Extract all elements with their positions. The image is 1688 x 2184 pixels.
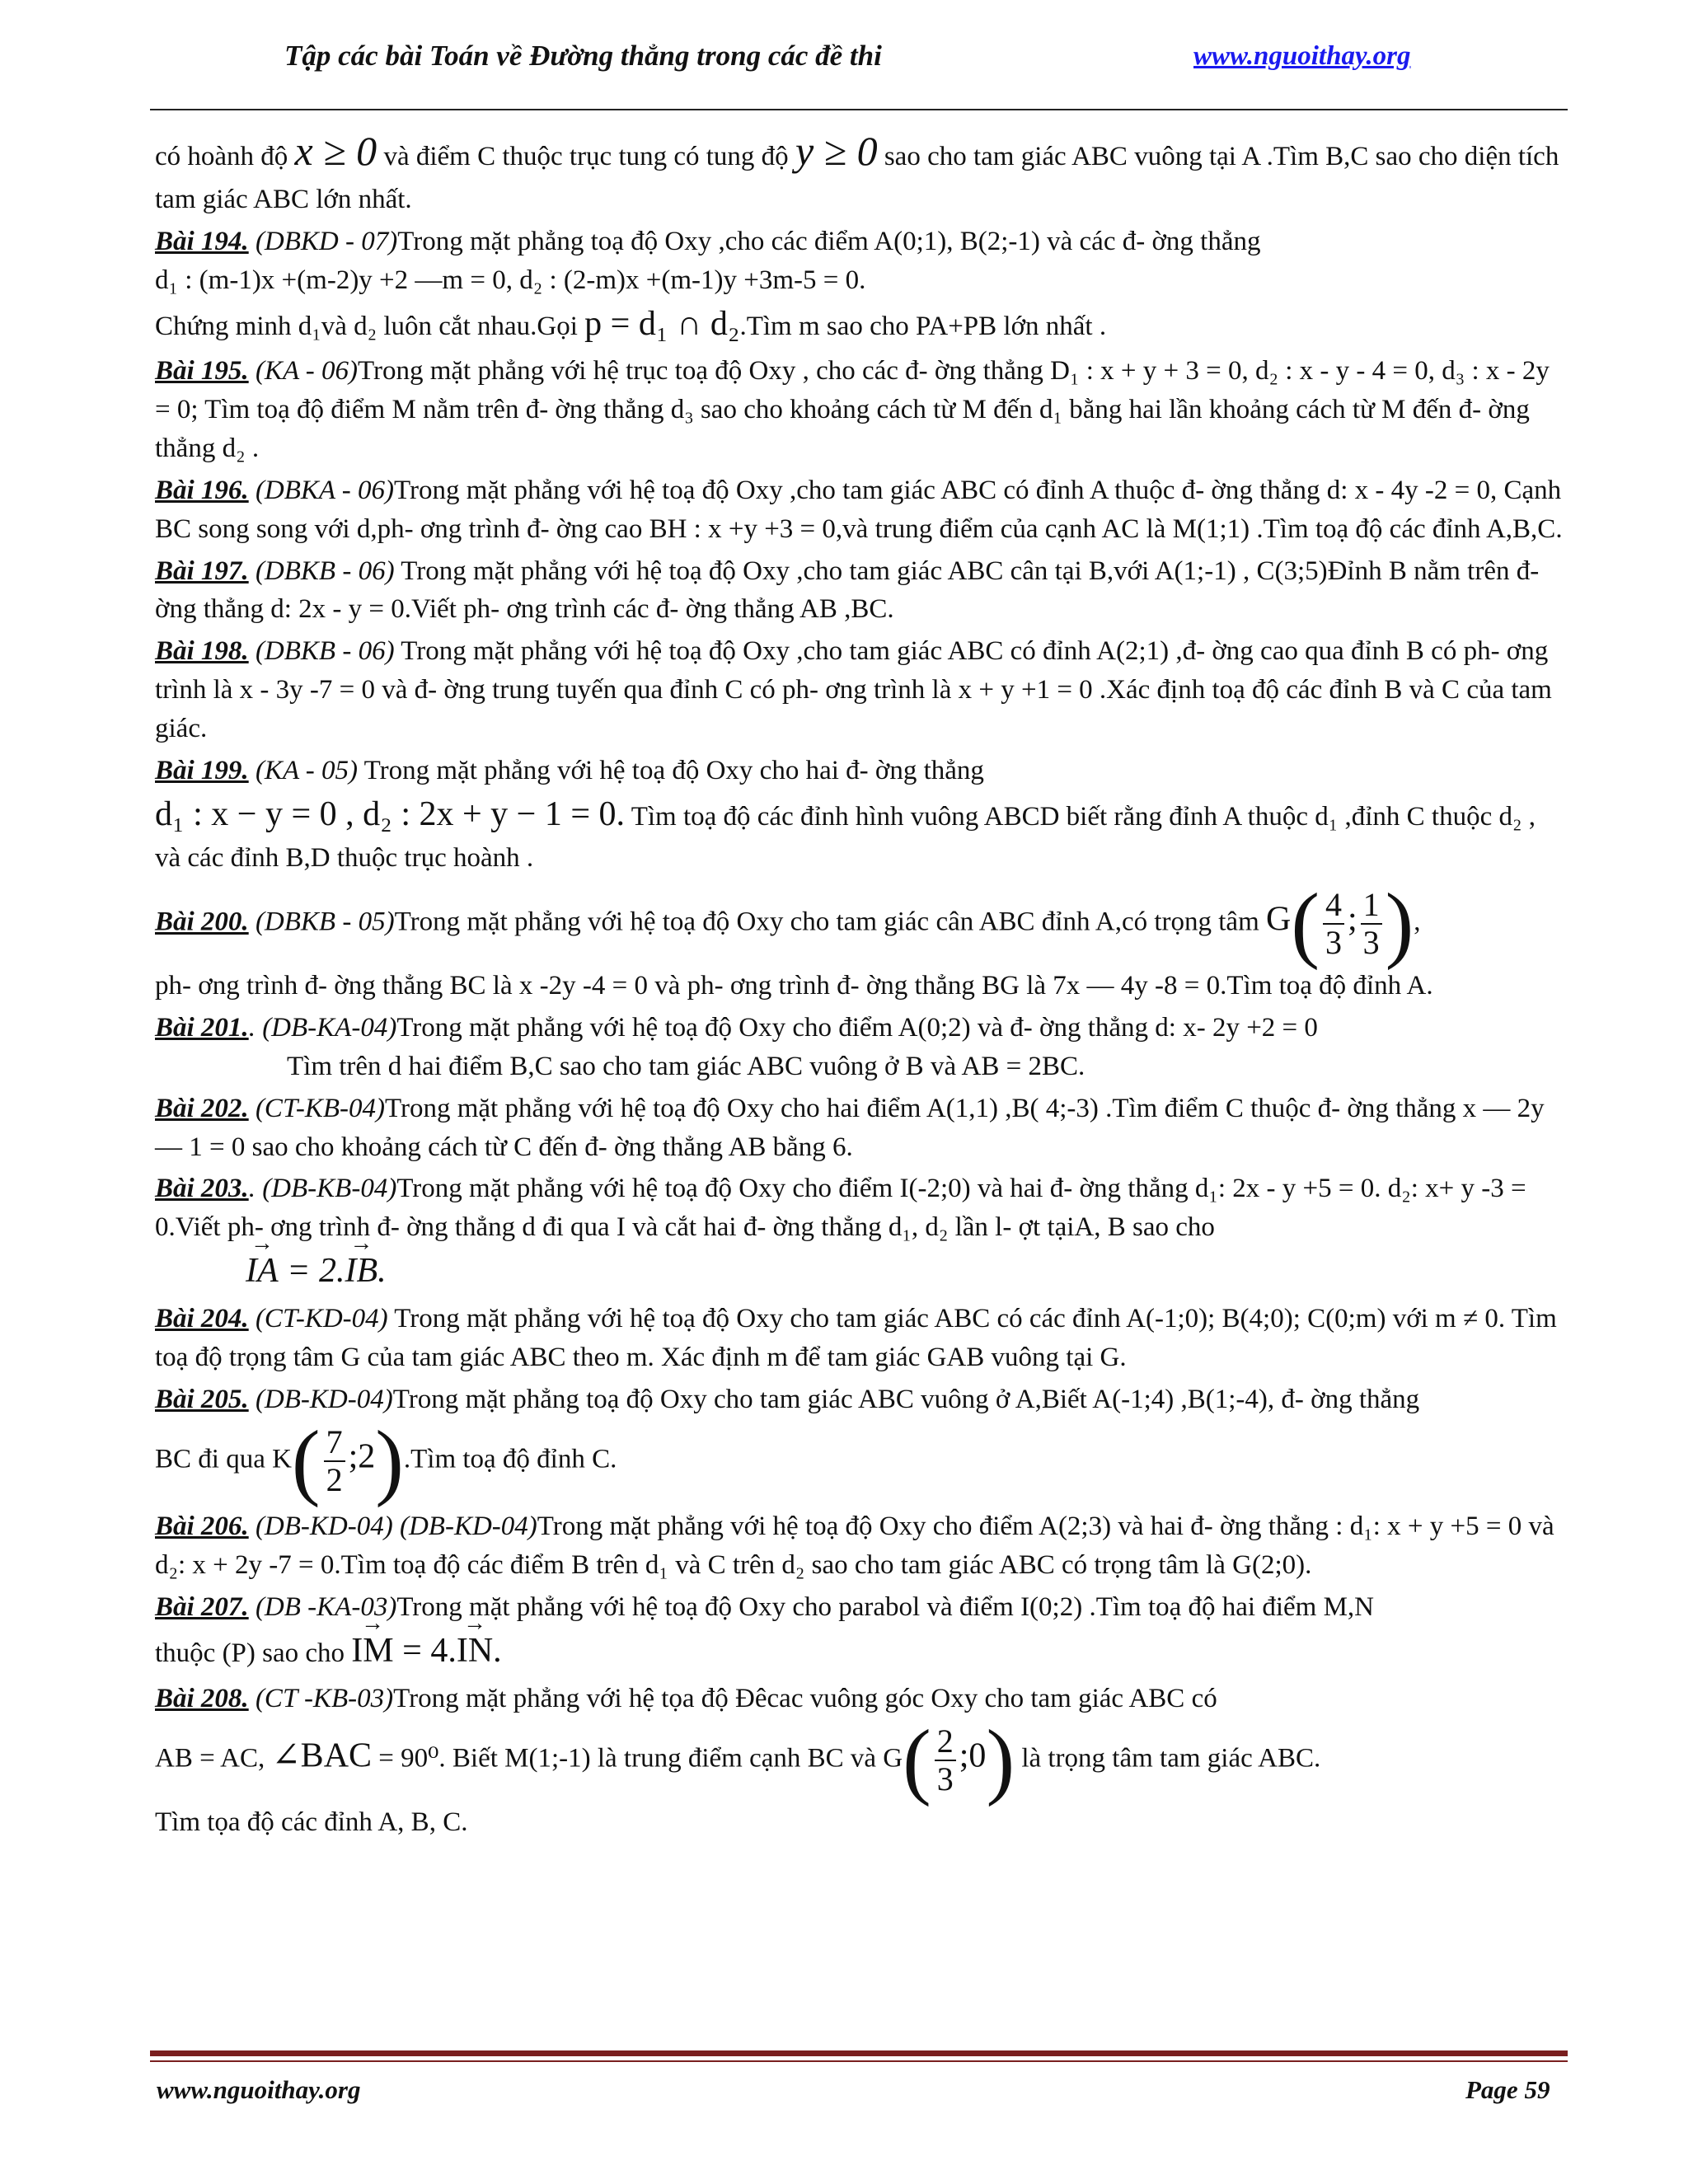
problem-label: Bài 197. [155,555,249,586]
problem-206: Bài 206. (DB-KD-04) (DB-KD-04)Trong mặt phẳng với hệ toạ độ Oxy cho điểm A(2;3) và hai đ- ờng thẳng : d₁: x + y +5 = 0 và d₂: x + 2y -7 = 0.Tìm toạ độ các điểm B trên d₁ và C trên d₂ sao cho tam giác ABC có trọng tâm là G(2;0). [155,1511,1554,1581]
problem-194: Bài 194. (DBKD - 07)Trong mặt phẳng toạ độ Oxy ,cho các điểm A(0;1), B(2;-1) và các đ- ờng thẳng d₁ : (m-1)x +(m-2)y +2 —m = 0, d₂ : (2-m)x +(m-1)y +3m-5 = 0. Chứng minh d₁và d₂ luôn cắt nhau.Gọi p = d₁ ∩ d₂.Tìm m sao cho PA+PB lớn nhất . [155,226,1261,343]
problem-source: (KA - 05) [255,755,358,785]
problem-202: Bài 202. (CT-KB-04)Trong mặt phẳng với hệ toạ độ Oxy cho hai điểm A(1,1) ,B( 4;-3) .Tìm điểm C thuộc đ- ờng thẳng x — 2y — 1 = 0 sao cho khoảng cách từ C đến đ- ờng thẳng AB bằng 6. [155,1093,1545,1162]
problem-201: Bài 201.. (DB-KA-04)Trong mặt phẳng với hệ toạ độ Oxy cho điểm A(0;2) và đ- ờng thẳng d: x- 2y +2 = 0 Tìm trên d hai điểm B,C sao cho tam giác ABC vuông ở B và AB = 2BC. [155,1013,1318,1081]
document-body [155,122,1566,1845]
problem-label: Bài 205. [155,1384,249,1414]
footer-site[interactable]: www.nguoithay.org [157,2075,361,2104]
fraction: $\frac{7}{2}$ [324,1424,345,1498]
problem-label: Bài 200. [155,907,249,937]
problem-label: Bài 203. [155,1174,249,1204]
math-expression: d₁ : x − y = 0 , d₂ : 2x + y − 1 = 0. [155,794,626,833]
problem-source: . (DB-KA-04) [248,1013,397,1043]
problem-label: Bài 202. [155,1093,249,1123]
problem-source: (DBKB - 06) [255,636,395,667]
problem-208: Bài 208. (CT -KB-03)Trong mặt phẳng với hệ tọa độ Đêcac vuông góc Oxy cho tam giác ABC có AB = AC, ∠BAC = 90⁰. Biết M(1;-1) là trung điểm cạnh BC và G( $\frac{2}{3}$ ;0) là trọng tâm tam giác ABC. Tìm tọa độ các đỉnh A, B, C. [155,1683,1321,1838]
page-number: Page 59 [1465,2075,1550,2104]
problem-195: Bài 195. (KA - 06)Trong mặt phẳng với hệ trục toạ độ Oxy , cho các đ- ờng thẳng D₁ : x + y + 3 = 0, d₂ : x - y - 4 = 0, d₃ : x - 2y = 0; Tìm toạ độ điểm M nằm trên đ- ờng thẳng d₃ sao cho khoảng cách từ M đến d₁ bằng hai lần khoảng cách từ M đến đ- ờng thẳng d₂ . [155,356,1550,463]
problem-label: Bài 196. [155,475,249,505]
fraction: $\frac{1}{3}$ [1361,887,1382,961]
problem-source: (CT-KD-04) [248,1303,388,1333]
fraction: $\frac{4}{3}$ [1323,887,1344,961]
problem-source: . (DB-KB-04) [248,1174,397,1204]
problem-198: Bài 198. (DBKB - 06) Trong mặt phẳng với hệ toạ độ Oxy ,cho tam giác ABC có đỉnh A(2;1) ,đ- ờng cao qua đỉnh B có ph- ơng trình là x - 3y -7 = 0 và đ- ờng trung tuyến qua đỉnh C có ph- ơng trình là x + y +1 = 0 .Xác định toạ độ các đỉnh B và C của tam giác. [155,636,1552,743]
problem-label: Bài 198. [155,636,249,667]
problem-source: (CT -KB-03) [248,1683,394,1713]
problem-200: Bài 200. (DBKB - 05)Trong mặt phẳng với hệ toạ độ Oxy cho tam giác cân ABC đỉnh A,có trọng tâm G( $\frac{4}{3}$ ; $\frac{1}{3}$ ), ph- ơng trình đ- ờng thẳng BC là x -2y -4 = 0 và ph- ơng trình đ- ờng thẳng BG là 7x — 4y -8 = 0.Tìm toạ độ đỉnh A. [155,876,1433,1001]
vector-equation: → IM = 4.→ IN. [351,1632,501,1670]
angle-symbol: ∠BAC [271,1737,373,1775]
footer-rule-thick [150,2050,1568,2056]
problem-source: (KA - 06) [255,356,358,387]
header-rule [150,109,1568,110]
vector-equation: → IA = 2.→ IB. [155,1252,387,1290]
problem-label: Bài 206. [155,1511,249,1542]
problem-source: (DBKA - 06) [255,475,394,505]
problem-source: (DBKB - 06) [255,555,395,586]
problem-207: Bài 207. (DB -KA-03)Trong mặt phẳng với hệ toạ độ Oxy cho parabol và điểm I(0;2) .Tìm toạ độ hai điểm M,N thuộc (P) sao cho → IM = 4.→ IN. [155,1588,1566,1675]
header-title: Tập các bài Toán về Đường thẳng trong các đề thi [284,40,882,72]
problem-label: Bài 201. [155,1013,249,1043]
problem-source: (DB -KA-03) [248,1592,397,1623]
fraction: $\frac{2}{3}$ [935,1723,956,1797]
math-expression: p = d₁ ∩ d₂ [584,304,740,343]
problem-label: Bài 204. [155,1303,249,1333]
problem-196: Bài 196. (DBKA - 06)Trong mặt phẳng với hệ toạ độ Oxy ,cho tam giác ABC có đỉnh A thuộc đ- ờng thẳng d: x - 4y -2 = 0, Cạnh BC song song với d,ph- ơng trình đ- ờng cao BH : x +y +3 = 0,và trung điểm của cạnh AC là M(1;1) .Tìm toạ độ các đỉnh A,B,C. [155,475,1563,544]
header-site-link[interactable]: www.nguoithay.org [1193,41,1411,71]
problem-204: Bài 204. (CT-KD-04) Trong mặt phẳng với hệ toạ độ Oxy cho tam giác ABC có các đỉnh A(-1;0); B(4;0); C(0;m) với m ≠ 0. Tìm toạ độ trọng tâm G của tam giác ABC theo m. Xác định m để tam giác GAB vuông tại G. [155,1303,1557,1372]
problem-label: Bài 199. [155,755,249,785]
footer-rule-thin [150,2060,1568,2062]
problem-197: Bài 197. (DBKB - 06) Trong mặt phẳng với hệ toạ độ Oxy ,cho tam giác ABC cân tại B,với A(1;-1) , C(3;5)Đỉnh B nằm trên đ- ờng thẳng d: 2x - y = 0.Viết ph- ơng trình các đ- ờng thẳng AB ,BC. [155,555,1540,625]
problem-source: (DB-KD-04) (DB-KD-04) [248,1511,537,1542]
problem-label: Bài 194. [155,226,249,256]
problem-203: Bài 203.. (DB-KB-04)Trong mặt phẳng với hệ toạ độ Oxy cho điểm I(-2;0) và hai đ- ờng thẳng d₁: 2x - y +5 = 0. d₂: x+ y -3 = 0.Viết ph- ơng trình đ- ờng thẳng d đi qua I và cắt hai đ- ờng thẳng d₁, d₂ lần l- ợt tạiA, B sao cho → IA = 2.→ IB. [155,1169,1566,1296]
page-header [0,40,1688,77]
problem-source: (CT-KB-04) [248,1093,385,1123]
problem-label: Bài 208. [155,1683,249,1713]
problem-193-continued: có hoành độ x ≥ 0 và điểm C thuộc trục tung có tung độ y ≥ 0 sao cho tam giác ABC vuông tại A .Tìm B,C sao cho diện tích tam giác ABC lớn nhất. [155,128,1559,214]
problem-source: (DBKB - 05) [255,907,395,937]
problem-source: (DBKD - 07) [255,226,398,256]
problem-label: Bài 207. [155,1592,249,1623]
problem-199: Bài 199. (KA - 05) Trong mặt phẳng với hệ toạ độ Oxy cho hai đ- ờng thẳng d₁ : x − y = 0 , d₂ : 2x + y − 1 = 0. Tìm toạ độ các đỉnh hình vuông ABCD biết rằng đỉnh A thuộc d₁ ,đỉnh C thuộc d₂ , và các đỉnh B,D thuộc trục hoành . [155,755,1536,874]
problem-label: Bài 195. [155,356,249,387]
problem-source: (DB-KD-04) [248,1384,393,1414]
problem-205: Bài 205. (DB-KD-04)Trong mặt phẳng toạ độ Oxy cho tam giác ABC vuông ở A,Biết A(-1;4) ,B(1;-4), đ- ờng thẳng BC đi qua K( $\frac{7}{2}$ ;2).Tìm toạ độ đỉnh C. [155,1384,1420,1509]
